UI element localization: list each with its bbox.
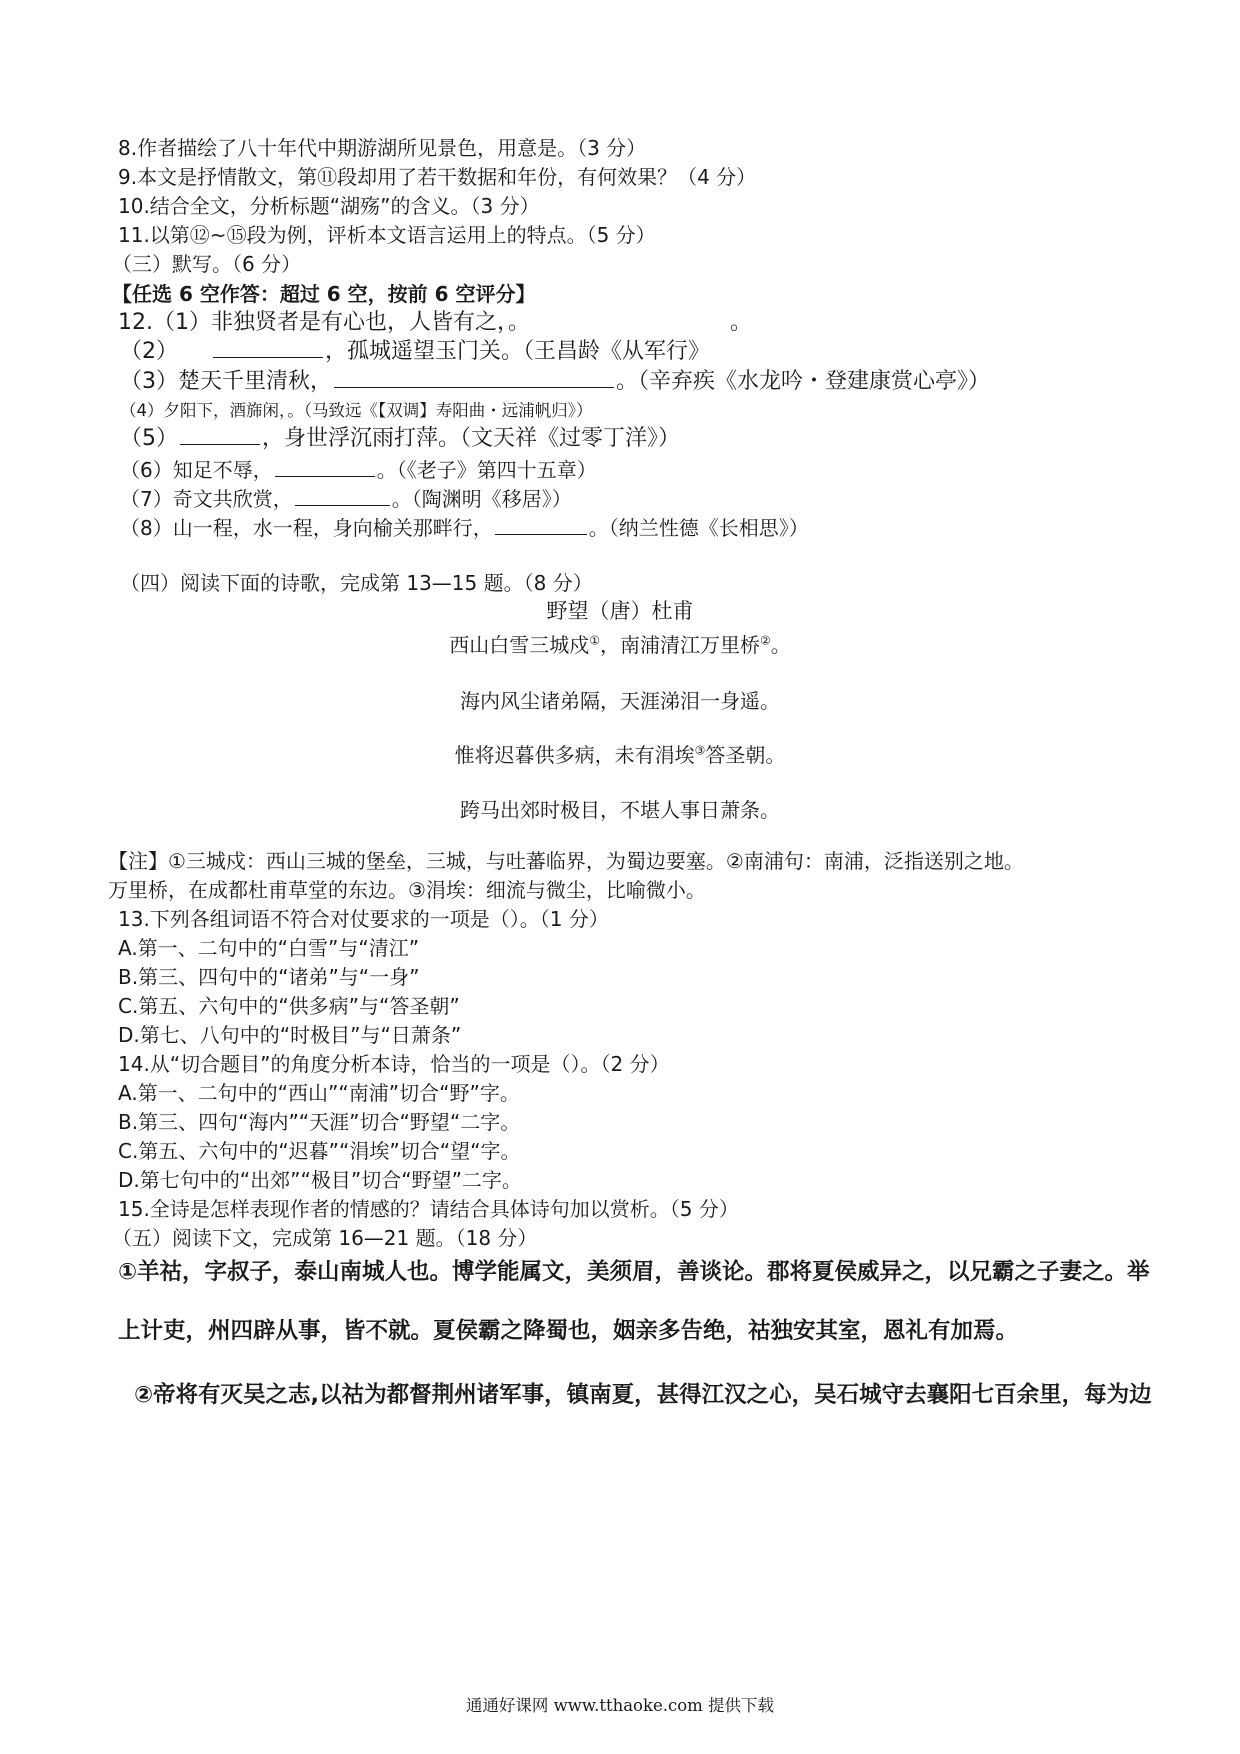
passage-paragraph-2-line-1: ②帝将有灭吴之志,以祜为都督荆州诸军事，镇南夏，甚得江汉之心，吴石城守去襄阳七百余里，每为边 bbox=[134, 1382, 1152, 1408]
poem-line-1-a: 西山白雪三城戍 bbox=[449, 633, 590, 657]
question-13-option-a: A.第一、二句中的“白雪”与“清江” bbox=[118, 936, 420, 960]
dictation-blank-7[interactable] bbox=[295, 485, 390, 506]
dictation-item-5 bbox=[120, 424, 680, 454]
dictation-blank-6[interactable] bbox=[275, 456, 375, 477]
page-footer: 通通好课网 www.tthaoke.com 提供下载 bbox=[465, 1696, 775, 1715]
question-10: 10.结合全文，分析标题“湖殇”的含义。（3 分） bbox=[118, 194, 540, 218]
passage-paragraph-1-line-2: 上计吏，州四辟从事，皆不就。夏侯霸之降蜀也，姻亲多告绝，祜独安其室，恩礼有加焉。 bbox=[118, 1318, 1019, 1344]
question-13-option-c: C.第五、六句中的“供多病”与“答圣朝” bbox=[118, 994, 460, 1018]
question-14-option-a: A.第一、二句中的“西山”“南浦”切合“野”字。 bbox=[118, 1081, 520, 1105]
poem-line-3 bbox=[0, 742, 1240, 768]
poem-notes-1: 【注】①三城戍：西山三城的堡垒，三城，与吐蕃临界，为蜀边要塞。②南浦句：南浦，泛指送别之地。 bbox=[108, 849, 1024, 873]
dictation-item-3-source: 。（辛弃疾《水龙吟・登建康赏心亭》） bbox=[616, 369, 991, 394]
dictation-item-8 bbox=[120, 514, 809, 541]
dictation-item-7-source: 。（陶渊明《移居》） bbox=[391, 487, 572, 511]
dictation-item-1-end-b: 。 bbox=[730, 310, 753, 335]
dictation-blank-2[interactable] bbox=[213, 337, 323, 358]
dictation-item-2 bbox=[120, 337, 710, 367]
note-mark-1: ① bbox=[589, 633, 600, 648]
question-14-option-d: D.第七句中的“出郊”“极目”切合“野望”二字。 bbox=[118, 1168, 522, 1192]
poem-line-4: 跨马出郊时极目，不堪人事日萧条。 bbox=[460, 798, 780, 822]
note-mark-3: ③ bbox=[694, 743, 706, 758]
question-13-option-d: D.第七、八句中的“时极目”与“日萧条” bbox=[118, 1023, 462, 1047]
dictation-item-8-text: （8）山一程，水一程，身向榆关那畔行， bbox=[120, 516, 493, 540]
poem-notes-2: 万里桥，在成都杜甫草堂的东边。③涓埃：细流与微尘，比喻微小。 bbox=[108, 878, 706, 902]
question-13-option-b: B.第三、四句中的“诸弟”与“一身” bbox=[118, 965, 420, 989]
poem-line-3-a: 惟将迟暮供多病，未有涓埃 bbox=[454, 743, 695, 767]
dictation-item-3 bbox=[120, 367, 990, 397]
dictation-item-7 bbox=[120, 485, 572, 512]
dictation-item-7-text: （7）奇文共欣赏， bbox=[120, 487, 293, 511]
dictation-item-2-label: （2） bbox=[120, 339, 178, 364]
dictation-item-6-text: （6）知足不辱， bbox=[120, 458, 273, 482]
question-11: 11.以第⑫~⑮段为例，评析本文语言运用上的特点。（5 分） bbox=[118, 223, 656, 247]
poem-line-1-b: ，南浦清江万里桥 bbox=[600, 633, 760, 657]
dictation-blank-5[interactable] bbox=[180, 424, 260, 445]
poem-line-3-b: 答圣朝。 bbox=[705, 743, 786, 767]
question-14-option-c: C.第五、六句中的“迟暮”“涓埃”切合“望“字。 bbox=[118, 1139, 521, 1163]
poem-line-1-c: 。 bbox=[770, 633, 791, 657]
question-13: 13.下列各组词语不符合对仗要求的一项是（）。（1 分） bbox=[118, 907, 609, 931]
dictation-blank-3[interactable] bbox=[334, 367, 614, 388]
dictation-item-5-label: （5） bbox=[120, 426, 178, 451]
question-14: 14.从“切合题目”的角度分析本诗，恰当的一项是（）。（2 分） bbox=[118, 1052, 670, 1076]
note-mark-2: ② bbox=[760, 633, 771, 648]
section-3-heading: （三）默写。（6 分） bbox=[112, 252, 302, 276]
section-4-heading: （四）阅读下面的诗歌，完成第 13—15 题。（8 分） bbox=[120, 571, 593, 595]
question-15: 15.全诗是怎样表现作者的情感的？请结合具体诗句加以赏析。（5 分） bbox=[118, 1197, 739, 1221]
dictation-item-3-text: （3）楚天千里清秋， bbox=[120, 369, 332, 394]
dictation-item-6 bbox=[120, 456, 597, 483]
passage-paragraph-1-line-1: ①羊祜，字叔子，泰山南城人也。博学能属文，美须眉，善谈论。郡将夏侯威异之，以兄霸之子妻之。举 bbox=[118, 1259, 1150, 1285]
question-9: 9.本文是抒情散文，第⑪段却用了若干数据和年份，有何效果？（4 分） bbox=[118, 165, 757, 189]
dictation-item-1 bbox=[118, 308, 752, 338]
poem-line-2: 海内风尘诸弟隔，天涯涕泪一身遥。 bbox=[460, 689, 780, 713]
dictation-item-6-source: 。（《老子》第四十五章） bbox=[376, 458, 597, 482]
poem-title: 野望（唐）杜甫 bbox=[546, 599, 694, 623]
dictation-blank-8[interactable] bbox=[495, 514, 587, 535]
dictation-item-1-text: 12.（1）非独贤者是有心也，人皆有之， bbox=[118, 310, 508, 335]
section-5-heading: （五）阅读下文，完成第 16—21 题。（18 分） bbox=[112, 1226, 538, 1250]
dictation-item-2-text: ，孤城遥望玉门关。（王昌龄《从军行》 bbox=[325, 339, 711, 364]
dictation-item-8-source: 。（纳兰性德《长相思》） bbox=[588, 516, 809, 540]
section-3-rule: 【任选 6 空作答：超过 6 空，按前 6 空评分】 bbox=[112, 282, 536, 306]
dictation-item-5-text: ，身世浮沉雨打萍。（文天祥《过零丁洋》） bbox=[262, 426, 681, 451]
dictation-item-4: （4）夕阳下，酒旆闲，。（马致远《【双调】寿阳曲・远浦帆归》） bbox=[120, 401, 593, 420]
dictation-item-1-end-a: 。 bbox=[508, 310, 531, 335]
question-8: 8.作者描绘了八十年代中期游湖所见景色，用意是。（3 分） bbox=[118, 136, 647, 160]
question-14-option-b: B.第三、四句“海内”“天涯”切合“野望“二字。 bbox=[118, 1110, 521, 1134]
poem-line-1 bbox=[0, 632, 1240, 658]
